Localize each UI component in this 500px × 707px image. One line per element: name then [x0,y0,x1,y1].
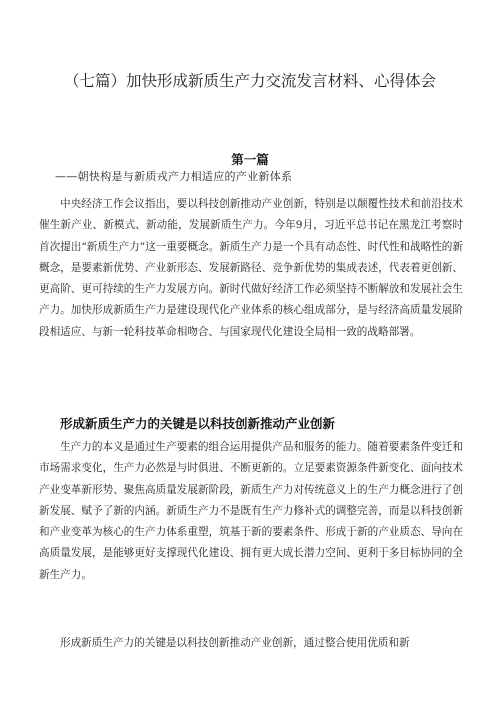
section-subtitle: ——朝快构是与新质戎产力相适应的产业新体系 [55,170,293,183]
paragraph-2 [39,437,463,586]
paragraph-3 [39,633,463,654]
paragraph-1 [39,194,463,343]
subheading-key-innovation: 形成新质生产力的关键是以科技创新推动产业创新 [60,416,336,431]
paragraph-2-text: 生产力的本义是通过生产要素的组合运用提供产品和服务的能力。随着要素条件变迁和市场需求变化，生产力必然是与时俱进、不断更新的。立足要素资源条件新变化、面向技术产业变革新形势、聚焦高质量发展新阶段，新质生产力对传统意义上的生产力概念进行了创新发展、赋予了新的内涵。新质生产力不是既有生产力修补式的调整完善，而是以科技创新和产业变革为核心的生产力体系重塑，筑基于新的要素条件、形成于新的产业质态、导向在高质量发展，是能够更好支撑现代化建设、拥有更大成长潜力空间、更利于多目标协同的全新生产力。 [39,441,463,581]
paragraph-3-text: 形成新质生产力的关键是以科技创新推动产业创新，通过整合使用优质和新 [60,637,410,649]
document-title: （七篇）加快形成新质生产力交流发言材料、心得体会 [63,72,436,90]
section-heading: 第一篇 [231,152,269,167]
paragraph-1-text: 中央经济工作会议指出，要以科技创新推动产业创新，特别是以颠覆性技术和前沿技术催生新产业、新模式、新动能，发展新质生产力。今年9月，习近平总书记在黑龙江考察时首次提出“新质生产力”这一重要概念。新质生产力是一个具有动态性、时代性和战略性的新概念，是要素新优势、产业新形态、发展新路径、竞争新优势的集成表述，代表着更创新、更高阶、更可持续的生产力发展方向。新时代做好经济工作必须坚持不断解放和发展社会生产力。加快形成新质生产力是建设现代化产业体系的核心组成部分，是与经济高质量发展阶段相适应、与新一轮科技革命相吻合、与国家现代化建设全局相一致的战略部署。 [39,198,463,338]
